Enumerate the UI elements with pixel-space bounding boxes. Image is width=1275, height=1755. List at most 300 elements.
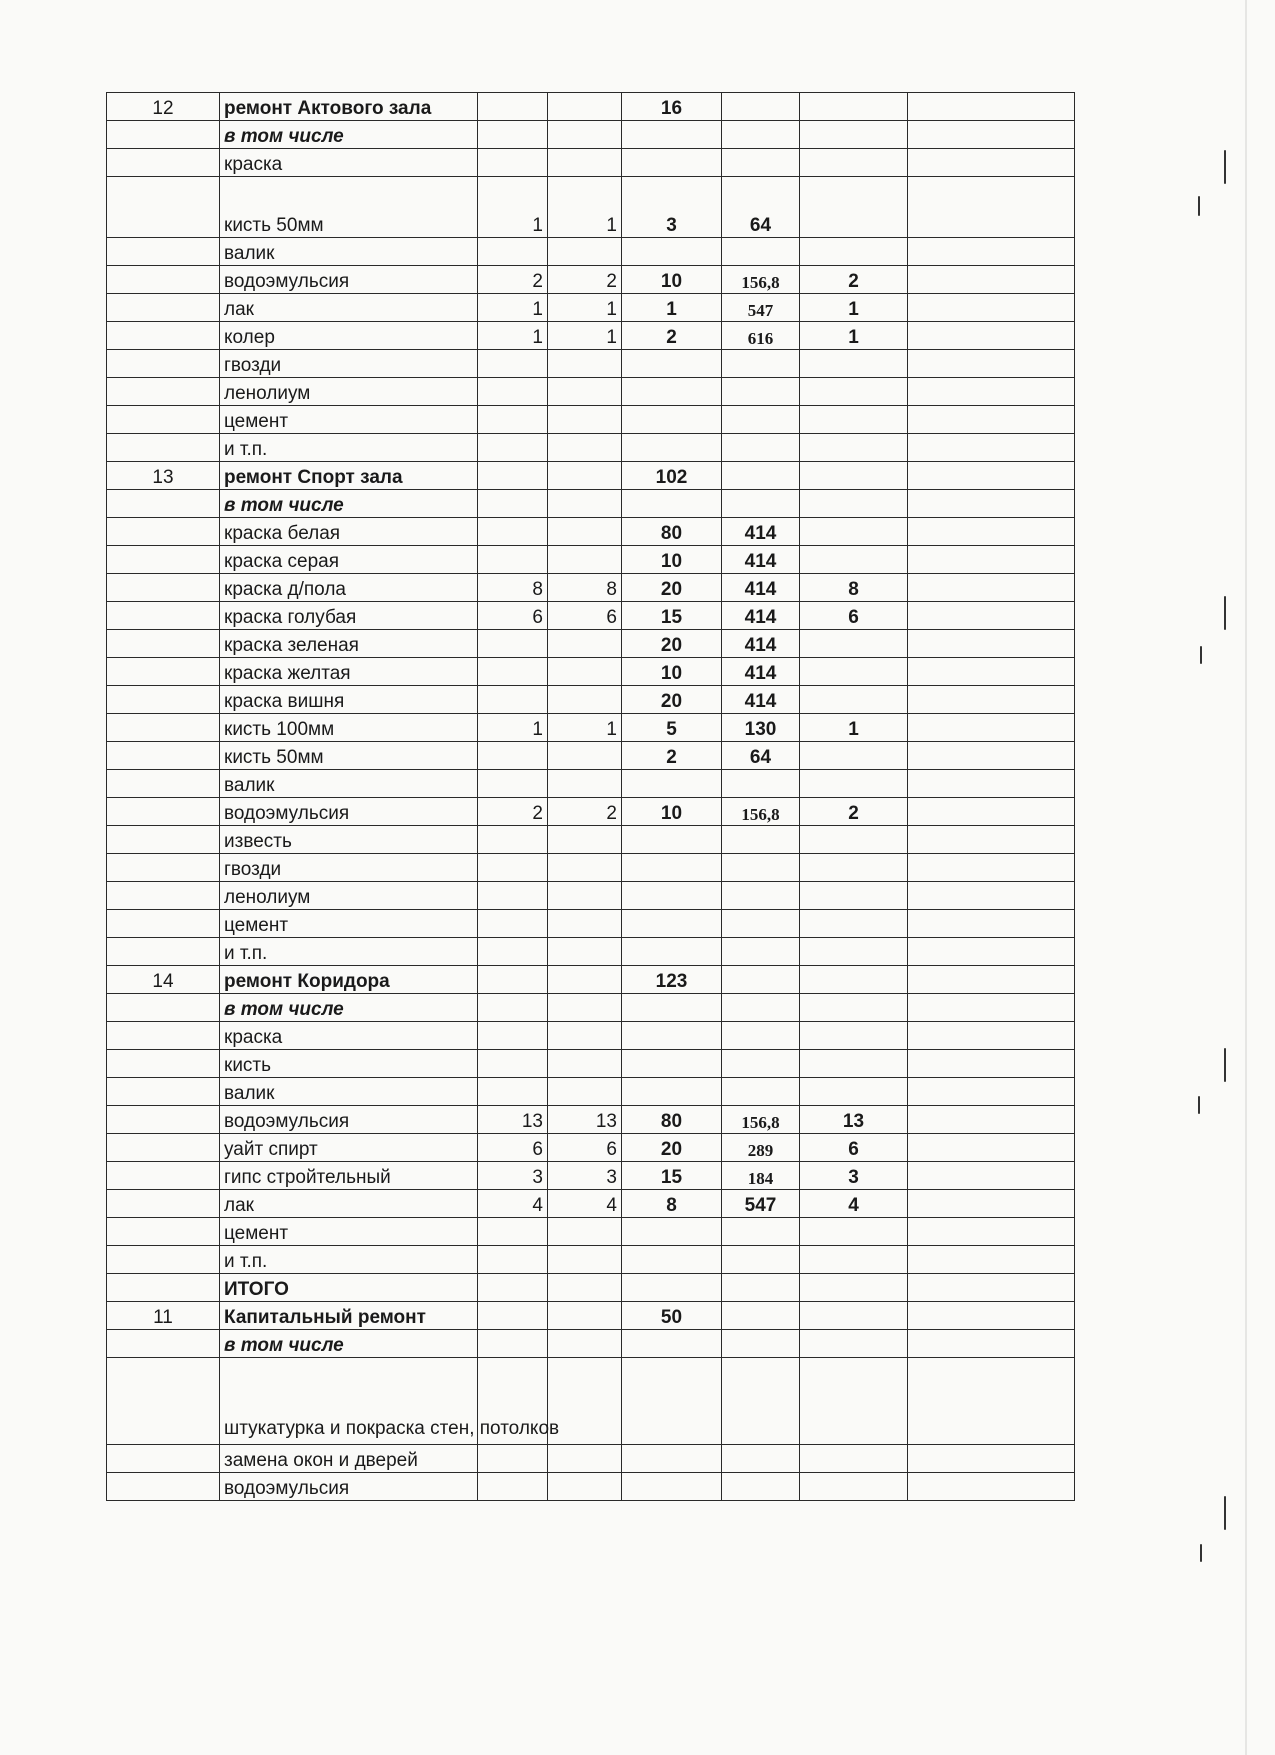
empty-cell	[908, 1106, 1075, 1134]
empty-cell	[908, 406, 1075, 434]
row-number-cell	[107, 1246, 220, 1274]
quantity-cell	[622, 1246, 722, 1274]
quantity-cell: 10	[622, 266, 722, 294]
item-name-cell: краска желтая	[220, 658, 478, 686]
qty-e-cell	[800, 1218, 908, 1246]
table-row	[107, 294, 1075, 322]
table-row	[107, 350, 1075, 378]
qty-e-cell	[800, 826, 908, 854]
quantity-cell	[622, 826, 722, 854]
qty-e-cell	[800, 1358, 908, 1445]
qty-a-cell: 2	[478, 266, 548, 294]
qty-e-cell	[800, 93, 908, 121]
empty-cell	[908, 1162, 1075, 1190]
qty-b-cell	[548, 490, 622, 518]
empty-cell	[908, 121, 1075, 149]
quantity-cell	[622, 238, 722, 266]
row-number-cell	[107, 490, 220, 518]
empty-cell	[908, 1302, 1075, 1330]
qty-a-cell	[478, 1274, 548, 1302]
qty-b-cell	[548, 1218, 622, 1246]
qty-e-cell	[800, 1246, 908, 1274]
price-cell	[722, 994, 800, 1022]
qty-a-cell	[478, 994, 548, 1022]
qty-b-cell	[548, 686, 622, 714]
row-number-cell	[107, 714, 220, 742]
empty-cell	[908, 938, 1075, 966]
empty-cell	[908, 798, 1075, 826]
qty-a-cell	[478, 630, 548, 658]
row-number-cell	[107, 1134, 220, 1162]
qty-b-cell	[548, 378, 622, 406]
qty-b-cell	[548, 149, 622, 177]
item-name-cell: краска белая	[220, 518, 478, 546]
qty-a-cell	[478, 378, 548, 406]
qty-e-cell	[800, 490, 908, 518]
price-cell: 414	[722, 602, 800, 630]
qty-e-cell	[800, 378, 908, 406]
row-number-cell	[107, 322, 220, 350]
qty-a-cell	[478, 1218, 548, 1246]
scan-mark	[1224, 1496, 1226, 1530]
empty-cell	[908, 518, 1075, 546]
qty-b-cell	[548, 1050, 622, 1078]
price-cell	[722, 910, 800, 938]
qty-b-cell	[548, 1078, 622, 1106]
table-row	[107, 798, 1075, 826]
quantity-cell: 10	[622, 798, 722, 826]
qty-e-cell: 2	[800, 798, 908, 826]
empty-cell	[908, 1050, 1075, 1078]
empty-cell	[908, 1358, 1075, 1445]
qty-b-cell	[548, 406, 622, 434]
qty-a-cell	[478, 490, 548, 518]
qty-e-cell	[800, 1445, 908, 1473]
qty-b-cell	[548, 434, 622, 462]
item-name-cell: водоэмульсия	[220, 1106, 478, 1134]
qty-a-cell	[478, 1330, 548, 1358]
row-number-cell: 11	[107, 1302, 220, 1330]
qty-e-cell	[800, 518, 908, 546]
empty-cell	[908, 854, 1075, 882]
quantity-cell	[622, 1022, 722, 1050]
price-cell	[722, 826, 800, 854]
qty-b-cell	[548, 1246, 622, 1274]
table-row	[107, 1218, 1075, 1246]
row-number-cell	[107, 1078, 220, 1106]
table-row	[107, 574, 1075, 602]
table-row	[107, 602, 1075, 630]
page-fold-edge	[1245, 0, 1247, 1755]
qty-b-cell	[548, 910, 622, 938]
empty-cell	[908, 266, 1075, 294]
qty-a-cell: 2	[478, 798, 548, 826]
quantity-cell: 20	[622, 630, 722, 658]
qty-e-cell: 3	[800, 1162, 908, 1190]
qty-b-cell	[548, 1022, 622, 1050]
qty-a-cell	[478, 658, 548, 686]
quantity-cell: 10	[622, 546, 722, 574]
price-cell	[722, 1445, 800, 1473]
qty-a-cell	[478, 770, 548, 798]
price-cell	[722, 1274, 800, 1302]
item-name-cell: цемент	[220, 1218, 478, 1246]
table-row	[107, 994, 1075, 1022]
price-cell	[722, 149, 800, 177]
row-number-cell	[107, 1358, 220, 1445]
table-row	[107, 1050, 1075, 1078]
qty-b-cell	[548, 350, 622, 378]
quantity-cell	[622, 434, 722, 462]
row-number-cell	[107, 658, 220, 686]
qty-e-cell	[800, 854, 908, 882]
empty-cell	[908, 350, 1075, 378]
qty-a-cell	[478, 910, 548, 938]
item-name-cell: водоэмульсия	[220, 266, 478, 294]
empty-cell	[908, 1445, 1075, 1473]
qty-a-cell	[478, 686, 548, 714]
item-name-cell: краска серая	[220, 546, 478, 574]
qty-e-cell	[800, 630, 908, 658]
row-number-cell	[107, 1162, 220, 1190]
quantity-cell	[622, 1330, 722, 1358]
price-cell	[722, 378, 800, 406]
qty-e-cell	[800, 1022, 908, 1050]
empty-cell	[908, 910, 1075, 938]
qty-a-cell: 1	[478, 322, 548, 350]
empty-cell	[908, 1330, 1075, 1358]
qty-b-cell	[548, 770, 622, 798]
qty-a-cell	[478, 1302, 548, 1330]
quantity-cell	[622, 994, 722, 1022]
item-name-cell: ленолиум	[220, 378, 478, 406]
item-name-cell: цемент	[220, 910, 478, 938]
price-cell	[722, 1078, 800, 1106]
qty-e-cell	[800, 1302, 908, 1330]
qty-b-cell	[548, 1445, 622, 1473]
table-body	[107, 93, 1075, 1501]
item-name-cell: кисть 50мм	[220, 742, 478, 770]
price-cell: 64	[722, 177, 800, 238]
row-number-cell	[107, 602, 220, 630]
empty-cell	[908, 602, 1075, 630]
quantity-cell: 102	[622, 462, 722, 490]
empty-cell	[908, 1274, 1075, 1302]
row-number-cell	[107, 1106, 220, 1134]
price-cell	[722, 1218, 800, 1246]
qty-e-cell	[800, 546, 908, 574]
row-number-cell	[107, 406, 220, 434]
item-name-cell: лак	[220, 294, 478, 322]
table-row	[107, 1330, 1075, 1358]
table-row	[107, 93, 1075, 121]
qty-e-cell	[800, 1473, 908, 1501]
qty-a-cell	[478, 854, 548, 882]
quantity-cell	[622, 910, 722, 938]
item-name-cell: в том числе	[220, 1330, 478, 1358]
item-name-cell: краска голубая	[220, 602, 478, 630]
quantity-cell: 2	[622, 322, 722, 350]
qty-b-cell: 6	[548, 1134, 622, 1162]
item-name-cell: и т.п.	[220, 938, 478, 966]
scan-mark	[1200, 1544, 1202, 1562]
price-cell: 414	[722, 630, 800, 658]
empty-cell	[908, 826, 1075, 854]
qty-b-cell	[548, 966, 622, 994]
qty-a-cell	[478, 742, 548, 770]
qty-e-cell: 13	[800, 1106, 908, 1134]
row-number-cell	[107, 1274, 220, 1302]
qty-b-cell: 1	[548, 177, 622, 238]
table-row	[107, 238, 1075, 266]
row-number-cell: 12	[107, 93, 220, 121]
empty-cell	[908, 1078, 1075, 1106]
price-cell	[722, 854, 800, 882]
materials-table	[106, 92, 1075, 1501]
qty-e-cell	[800, 406, 908, 434]
qty-e-cell	[800, 1274, 908, 1302]
empty-cell	[908, 658, 1075, 686]
table-row	[107, 1274, 1075, 1302]
item-name-cell: кисть 100мм	[220, 714, 478, 742]
qty-a-cell	[478, 1078, 548, 1106]
price-cell: 414	[722, 574, 800, 602]
qty-b-cell	[548, 462, 622, 490]
scan-mark	[1224, 1048, 1226, 1082]
table-row	[107, 742, 1075, 770]
quantity-cell: 50	[622, 1302, 722, 1330]
qty-a-cell	[478, 238, 548, 266]
qty-a-cell: 1	[478, 177, 548, 238]
price-cell	[722, 938, 800, 966]
quantity-cell	[622, 1078, 722, 1106]
qty-a-cell: 1	[478, 294, 548, 322]
quantity-cell	[622, 938, 722, 966]
price-cell	[722, 93, 800, 121]
table-row	[107, 1078, 1075, 1106]
qty-e-cell: 6	[800, 1134, 908, 1162]
table-row	[107, 378, 1075, 406]
price-cell	[722, 1358, 800, 1445]
item-name-cell: замена окон и дверей	[220, 1445, 478, 1473]
table-row	[107, 1445, 1075, 1473]
item-name-cell: гвозди	[220, 350, 478, 378]
empty-cell	[908, 1190, 1075, 1218]
scan-mark	[1224, 596, 1226, 630]
qty-b-cell	[548, 1473, 622, 1501]
empty-cell	[908, 1134, 1075, 1162]
row-number-cell	[107, 546, 220, 574]
price-cell: 414	[722, 658, 800, 686]
item-name-cell: колер	[220, 322, 478, 350]
table-row	[107, 630, 1075, 658]
table-row	[107, 518, 1075, 546]
empty-cell	[908, 686, 1075, 714]
row-number-cell	[107, 1218, 220, 1246]
qty-a-cell: 3	[478, 1162, 548, 1190]
qty-a-cell	[478, 938, 548, 966]
row-number-cell	[107, 177, 220, 238]
quantity-cell	[622, 149, 722, 177]
item-name-cell: ИТОГО	[220, 1274, 478, 1302]
price-cell: 414	[722, 546, 800, 574]
empty-cell	[908, 1218, 1075, 1246]
qty-a-cell: 1	[478, 714, 548, 742]
row-number-cell	[107, 1330, 220, 1358]
qty-e-cell: 1	[800, 294, 908, 322]
quantity-cell: 20	[622, 574, 722, 602]
price-cell: 184	[722, 1162, 800, 1190]
item-name-cell: ленолиум	[220, 882, 478, 910]
table-row	[107, 966, 1075, 994]
row-number-cell	[107, 910, 220, 938]
item-name-cell: в том числе	[220, 121, 478, 149]
quantity-cell: 20	[622, 1134, 722, 1162]
row-number-cell	[107, 149, 220, 177]
row-number-cell	[107, 518, 220, 546]
row-number-cell	[107, 826, 220, 854]
item-name-cell: известь	[220, 826, 478, 854]
quantity-cell	[622, 1473, 722, 1501]
scan-mark	[1224, 150, 1226, 184]
qty-e-cell	[800, 238, 908, 266]
row-number-cell	[107, 798, 220, 826]
item-name-cell: Капитальный ремонт	[220, 1302, 478, 1330]
quantity-cell: 80	[622, 518, 722, 546]
price-cell	[722, 434, 800, 462]
price-cell: 156,8	[722, 266, 800, 294]
qty-e-cell	[800, 966, 908, 994]
qty-a-cell: 6	[478, 1134, 548, 1162]
qty-b-cell: 8	[548, 574, 622, 602]
table-row	[107, 1022, 1075, 1050]
quantity-cell: 15	[622, 1162, 722, 1190]
quantity-cell	[622, 406, 722, 434]
price-cell	[722, 1022, 800, 1050]
row-number-cell	[107, 1022, 220, 1050]
qty-b-cell	[548, 882, 622, 910]
qty-a-cell	[478, 121, 548, 149]
row-number-cell	[107, 1190, 220, 1218]
row-number-cell	[107, 882, 220, 910]
price-cell: 64	[722, 742, 800, 770]
table-row	[107, 149, 1075, 177]
price-cell	[722, 406, 800, 434]
empty-cell	[908, 378, 1075, 406]
qty-b-cell: 4	[548, 1190, 622, 1218]
scan-mark	[1200, 646, 1202, 664]
qty-e-cell	[800, 177, 908, 238]
qty-e-cell: 4	[800, 1190, 908, 1218]
qty-a-cell	[478, 546, 548, 574]
table-row	[107, 177, 1075, 238]
qty-a-cell: 8	[478, 574, 548, 602]
item-name-cell: ремонт Коридора	[220, 966, 478, 994]
item-name-cell: штукатурка и покраска стен, потолков	[220, 1358, 478, 1445]
qty-b-cell	[548, 938, 622, 966]
item-name-cell: в том числе	[220, 994, 478, 1022]
table-row	[107, 1162, 1075, 1190]
item-name-cell: краска вишня	[220, 686, 478, 714]
qty-a-cell	[478, 1050, 548, 1078]
row-number-cell	[107, 686, 220, 714]
price-cell	[722, 1246, 800, 1274]
item-name-cell: ремонт Спорт зала	[220, 462, 478, 490]
qty-b-cell	[548, 121, 622, 149]
empty-cell	[908, 574, 1075, 602]
qty-e-cell	[800, 1050, 908, 1078]
item-name-cell: водоэмульсия	[220, 1473, 478, 1501]
table-row	[107, 882, 1075, 910]
row-number-cell	[107, 742, 220, 770]
qty-e-cell	[800, 910, 908, 938]
item-name-cell: гвозди	[220, 854, 478, 882]
row-number-cell	[107, 294, 220, 322]
price-cell: 414	[722, 518, 800, 546]
table-row	[107, 1473, 1075, 1501]
row-number-cell	[107, 378, 220, 406]
qty-e-cell: 6	[800, 602, 908, 630]
price-cell: 156,8	[722, 798, 800, 826]
item-name-cell: краска	[220, 1022, 478, 1050]
price-cell	[722, 121, 800, 149]
qty-a-cell	[478, 1022, 548, 1050]
qty-b-cell	[548, 238, 622, 266]
quantity-cell	[622, 350, 722, 378]
row-number-cell	[107, 630, 220, 658]
qty-b-cell: 2	[548, 798, 622, 826]
qty-b-cell	[548, 1302, 622, 1330]
empty-cell	[908, 177, 1075, 238]
table-row	[107, 714, 1075, 742]
qty-e-cell	[800, 462, 908, 490]
qty-e-cell	[800, 658, 908, 686]
qty-a-cell	[478, 518, 548, 546]
qty-a-cell	[478, 93, 548, 121]
qty-a-cell	[478, 1445, 548, 1473]
table-row	[107, 266, 1075, 294]
item-name-cell: ремонт Актового зала	[220, 93, 478, 121]
item-name-cell: валик	[220, 770, 478, 798]
qty-b-cell	[548, 93, 622, 121]
qty-a-cell	[478, 149, 548, 177]
qty-e-cell: 1	[800, 714, 908, 742]
table-row	[107, 490, 1075, 518]
qty-e-cell	[800, 1330, 908, 1358]
qty-a-cell	[478, 966, 548, 994]
price-cell	[722, 1330, 800, 1358]
price-cell: 289	[722, 1134, 800, 1162]
price-cell: 156,8	[722, 1106, 800, 1134]
table-row	[107, 1134, 1075, 1162]
quantity-cell: 2	[622, 742, 722, 770]
table-row	[107, 1190, 1075, 1218]
quantity-cell: 1	[622, 294, 722, 322]
scan-mark	[1198, 1096, 1200, 1114]
qty-b-cell: 1	[548, 294, 622, 322]
qty-b-cell	[548, 994, 622, 1022]
qty-a-cell	[478, 826, 548, 854]
qty-e-cell	[800, 121, 908, 149]
qty-b-cell: 2	[548, 266, 622, 294]
qty-a-cell: 6	[478, 602, 548, 630]
qty-b-cell	[548, 742, 622, 770]
table-row	[107, 686, 1075, 714]
qty-e-cell	[800, 1078, 908, 1106]
quantity-cell: 16	[622, 93, 722, 121]
qty-b-cell	[548, 518, 622, 546]
row-number-cell	[107, 238, 220, 266]
